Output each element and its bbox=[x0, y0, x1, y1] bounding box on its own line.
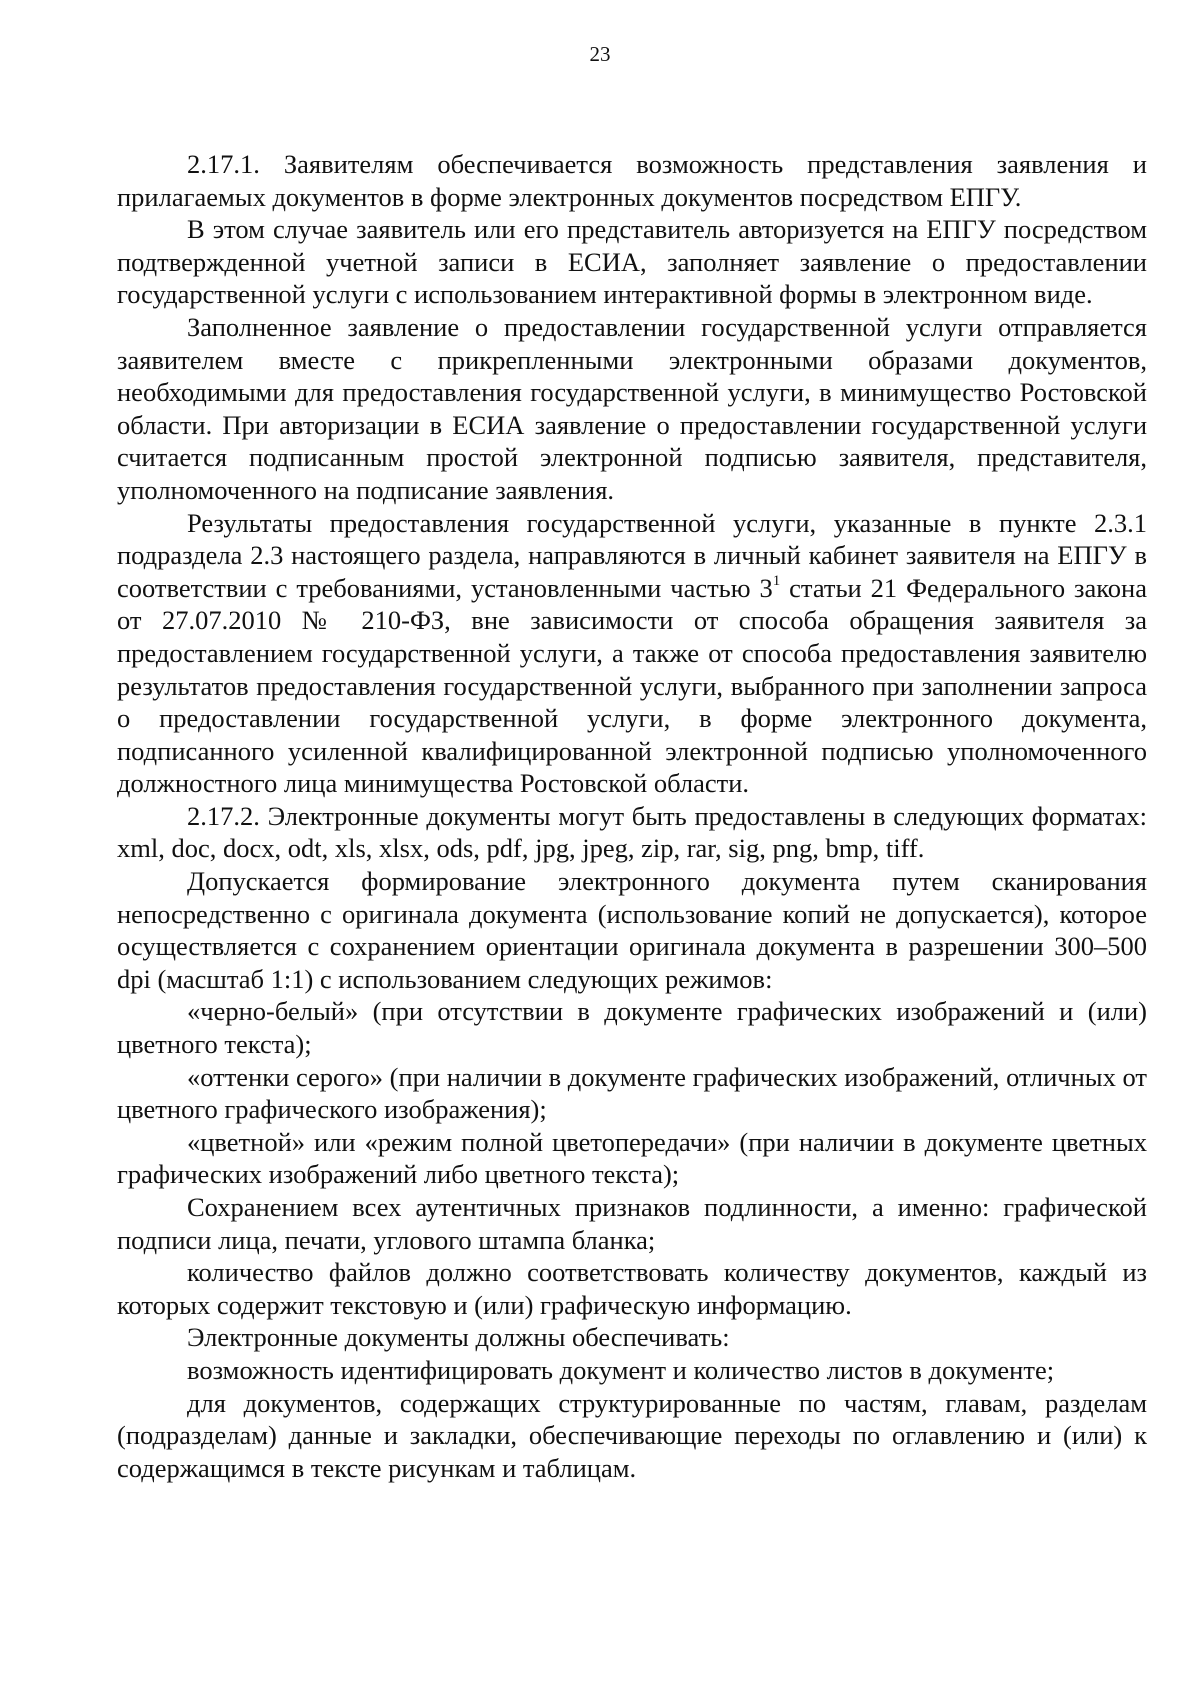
list-item-identification: возможность идентифицировать документ и количество листов в документе; bbox=[187, 1354, 1055, 1385]
paragraph-requirements-heading: Электронные документы должны обеспечивать: bbox=[187, 1322, 730, 1353]
paragraph-2-17-1: 2.17.1. Заявителям обеспечивается возможность представления заявления и прилагаемых документов в форме электронных документов посредством ЕПГУ. bbox=[117, 149, 1147, 212]
paragraph-scanning: Допускается формирование электронного документа путем сканирования непосредственно с оригинала документа (использование копий не допускается), которое осуществляется с сохранением ориентации оригинала документа в разрешении 300–500 dpi (масштаб 1:1) с использованием следующих режимов: bbox=[117, 866, 1147, 994]
paragraph-service-results-part-1: Результаты предоставления государственной услуги, указанные в пункте 2.3.1 подраздела 2.3 настоящего раздела, направляются в личный кабинет заявителя на ЕПГУ в соответствии с требованиями, установленными частью 3 bbox=[117, 507, 1147, 603]
list-item-color: «цветной» или «режим полной цветопередачи» (при наличии в документе цветных графических изображений либо цветного текста); bbox=[117, 1126, 1147, 1190]
paragraph-epgu-authorization: В этом случае заявитель или его представитель авторизуется на ЕПГУ посредством подтвержденной учетной записи в ЕСИА, заполняет заявление о предоставлении государственной услуги с использованием интерактивной формы в электронном виде. bbox=[117, 214, 1147, 310]
page-number: 23 bbox=[589, 42, 611, 66]
list-item-grayscale: «оттенки серого» (при наличии в документе графических изображений, отличных от цветного графического изображения); bbox=[117, 1061, 1147, 1125]
list-item-black-white: «черно-белый» (при отсутствии в документе графических изображений и (или) цветного текста); bbox=[117, 996, 1147, 1060]
superscript-one: 1 bbox=[772, 572, 781, 589]
list-item-file-count: количество файлов должно соответствовать количеству документов, каждый из которых содержит текстовую и (или) графическую информацию. bbox=[117, 1257, 1147, 1320]
paragraph-2-17-2: 2.17.2. Электронные документы могут быть предоставлены в следующих форматах: xml, doc, docx, odt, xls, xlsx, ods, pdf, jpg, jpeg, zip, rar, sig, png, bmp, tiff. bbox=[117, 800, 1147, 864]
paragraph-filled-application: Заполненное заявление о предоставлении государственной услуги отправляется заявителем вместе с прикрепленными электронными образами документов, необходимыми для предоставления государственной услуги, в минимущество Ростовской области. При авторизации в ЕСИА заявление о предоставлении государственной услуги считается подписанным простой электронной подписью заявителя, представителя, уполномоченного на подписание заявления. bbox=[117, 311, 1147, 505]
paragraph-service-results-part-2: статьи 21 Федерального закона от 27.07.2010 № 210-ФЗ, вне зависимости от способа обращения заявителя за предоставлением государственной услуги, а также от способа предоставления заявителю результатов предоставления государственной услуги, выбранного при заполнении запроса о предоставлении государственной услуги, в форме электронного документа, подписанного усиленной квалифицированной электронной подписью уполномоченного должностного лица минимущества Ростовской области. bbox=[117, 572, 1147, 799]
paragraph-service-results bbox=[117, 507, 1147, 800]
list-item-structured-documents: для документов, содержащих структурированные по частям, главам, разделам (подразделам) данные и закладки, обеспечивающие переходы по оглавлению и (или) к содержащимся в тексте рисункам и таблицам. bbox=[117, 1387, 1147, 1483]
document-body bbox=[117, 148, 1147, 1484]
list-item-authenticity: Сохранением всех аутентичных признаков подлинности, а именно: графической подписи лица, печати, углового штампа бланка; bbox=[117, 1192, 1147, 1255]
